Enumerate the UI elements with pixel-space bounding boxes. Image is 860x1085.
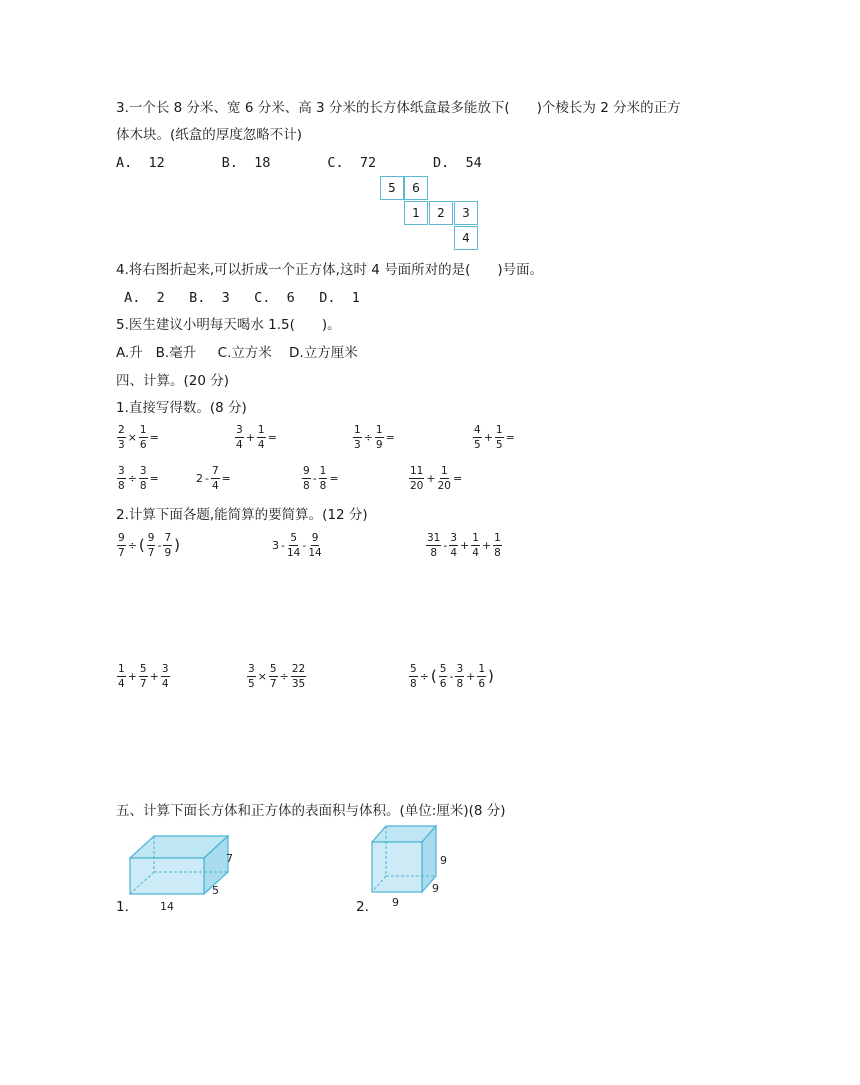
- section4-sub1: 1.直接写得数。(8 分): [116, 400, 247, 416]
- right-paren: ): [174, 536, 180, 554]
- q4-question: 4.将右图折起来,可以折成一个正方体,这时 4 号面所对的是( )号面。: [116, 262, 544, 278]
- net-cell-4: 4: [454, 226, 478, 250]
- section5-title: 五、计算下面长方体和正方体的表面积与体积。(单位:厘米)(8 分): [116, 803, 506, 819]
- net-cell-3: 3: [454, 201, 478, 225]
- equals: =: [149, 472, 159, 485]
- equals: =: [329, 472, 339, 485]
- expr-direct-8: [408, 466, 463, 491]
- whole-number: 3: [272, 539, 279, 552]
- expr-calc-6: [408, 664, 495, 689]
- fraction: $\frac{11}{20}$: [410, 465, 424, 492]
- expr-direct-1: [116, 425, 160, 450]
- expr-direct-7: [301, 466, 340, 491]
- cube-net: [380, 176, 480, 252]
- fraction: $\frac{4}{5}$: [474, 424, 481, 451]
- fraction: $\frac{1}{3}$: [354, 424, 361, 451]
- q3-line2: 体木块。(纸盒的厚度忽略不计): [116, 127, 303, 143]
- fraction: $\frac{1}{9}$: [375, 424, 383, 451]
- fraction: $\frac{9}{14}$: [308, 532, 322, 559]
- cuboid-height-label: 7: [226, 852, 233, 865]
- fraction: $\frac{3}{8}$: [456, 663, 464, 690]
- fraction: $\frac{3}{8}$: [118, 465, 125, 492]
- net-cell-1: 1: [404, 201, 428, 225]
- q5-options: A.升 B.毫升 C.立方米 D.立方厘米: [116, 345, 358, 361]
- q3-line1: 3.一个长 8 分米、宽 6 分米、高 3 分米的长方体纸盒最多能放下( )个棱长为 2 分米的正方: [116, 100, 681, 116]
- q5-question: 5.医生建议小明每天喝水 1.5( )。: [116, 317, 341, 333]
- fraction: $\frac{1}{20}$: [437, 465, 451, 492]
- expr-direct-2: [234, 425, 278, 450]
- equals: =: [505, 431, 515, 444]
- expr-calc-3: [425, 533, 503, 558]
- expr-calc-2: [271, 533, 323, 558]
- fraction: $\frac{3}{4}$: [161, 663, 169, 690]
- whole-number: 2: [196, 472, 203, 485]
- fraction: $\frac{5}{6}$: [439, 663, 447, 690]
- fraction: $\frac{5}{8}$: [410, 663, 417, 690]
- net-cell-6: 6: [404, 176, 428, 200]
- fraction: $\frac{3}{8}$: [139, 465, 147, 492]
- equals: =: [267, 431, 277, 444]
- cube-figure: [366, 820, 466, 912]
- operator-plus: +: [426, 472, 436, 485]
- equals: =: [149, 431, 159, 444]
- figure1-label: 1.: [116, 899, 129, 915]
- fraction: $\frac{3}{4}$: [236, 424, 243, 451]
- operator-plus: +: [245, 431, 255, 444]
- cube-length-label: 9: [392, 896, 399, 909]
- cuboid-width-label: 5: [212, 884, 219, 897]
- operator-plus: +: [481, 539, 492, 552]
- fraction: $\frac{9}{8}$: [303, 465, 310, 492]
- q4-options: A. 2 B. 3 C. 6 D. 1: [116, 290, 360, 306]
- cuboid-length-label: 14: [160, 900, 174, 913]
- net-cell-5: 5: [380, 176, 404, 200]
- fraction: $\frac{5}{7}$: [269, 663, 277, 690]
- fraction: $\frac{9}{7}$: [118, 532, 125, 559]
- left-paren: (: [430, 667, 437, 685]
- section4-title: 四、计算。(20 分): [116, 373, 230, 389]
- fraction: $\frac{1}{8}$: [494, 532, 501, 559]
- fraction: $\frac{1}{5}$: [495, 424, 503, 451]
- fraction: $\frac{9}{7}$: [147, 532, 155, 559]
- operator-minus: -: [157, 539, 162, 552]
- cuboid-figure: [124, 826, 244, 916]
- figure2-label: 2.: [356, 899, 369, 915]
- operator-div: ÷: [127, 472, 137, 485]
- fraction: $\frac{1}{4}$: [118, 663, 125, 690]
- expr-direct-3: [352, 425, 396, 450]
- fraction: $\frac{1}{4}$: [472, 532, 479, 559]
- fraction: $\frac{2}{3}$: [118, 424, 125, 451]
- expr-calc-4: [116, 664, 171, 689]
- operator-minus: -: [449, 670, 454, 683]
- equals: =: [385, 431, 395, 444]
- operator-div: ÷: [127, 539, 137, 552]
- operator-plus: +: [483, 431, 493, 444]
- expr-direct-4: [472, 425, 516, 450]
- fraction: $\frac{5}{14}$: [286, 532, 301, 559]
- fraction: $\frac{3}{4}$: [450, 532, 458, 559]
- operator-div: ÷: [419, 670, 429, 683]
- operator-times: ×: [257, 670, 267, 683]
- operator-div: ÷: [279, 670, 289, 683]
- operator-minus: -: [281, 539, 285, 552]
- fraction: $\frac{1}{6}$: [139, 424, 147, 451]
- net-cell-2: 2: [429, 201, 453, 225]
- fraction: $\frac{7}{4}$: [211, 465, 219, 492]
- equals: =: [452, 472, 463, 485]
- operator-plus: +: [127, 670, 137, 683]
- q3-options: A. 12 B. 18 C. 72 D. 54: [116, 155, 482, 171]
- expr-calc-5: [246, 664, 307, 689]
- expr-direct-5: [116, 466, 160, 491]
- operator-plus: +: [460, 539, 470, 552]
- fraction: $\frac{1}{6}$: [478, 663, 486, 690]
- cuboid-front-face: [130, 858, 204, 894]
- left-paren: (: [138, 536, 145, 554]
- right-paren: ): [488, 667, 494, 685]
- fraction: $\frac{31}{8}$: [427, 532, 441, 559]
- cube-front-face: [372, 842, 422, 892]
- operator-minus: -: [312, 472, 317, 485]
- operator-minus: -: [205, 472, 209, 485]
- fraction: $\frac{1}{8}$: [319, 465, 327, 492]
- operator-times: ×: [127, 431, 137, 444]
- equals: =: [221, 472, 231, 485]
- operator-plus: +: [466, 670, 476, 683]
- fraction: $\frac{1}{4}$: [257, 424, 265, 451]
- expr-calc-1: [116, 533, 181, 558]
- operator-minus: -: [302, 539, 307, 552]
- fraction: $\frac{7}{9}$: [164, 532, 172, 559]
- cube-width-label: 9: [432, 882, 439, 895]
- fraction: $\frac{3}{5}$: [248, 663, 255, 690]
- fraction: $\frac{5}{7}$: [139, 663, 147, 690]
- expr-direct-6: [195, 466, 232, 491]
- operator-div: ÷: [363, 431, 373, 444]
- operator-minus: -: [443, 539, 448, 552]
- section4-sub2: 2.计算下面各题,能简算的要简算。(12 分): [116, 507, 368, 523]
- cube-height-label: 9: [440, 854, 447, 867]
- fraction: $\frac{22}{35}$: [291, 663, 306, 690]
- operator-plus: +: [149, 670, 159, 683]
